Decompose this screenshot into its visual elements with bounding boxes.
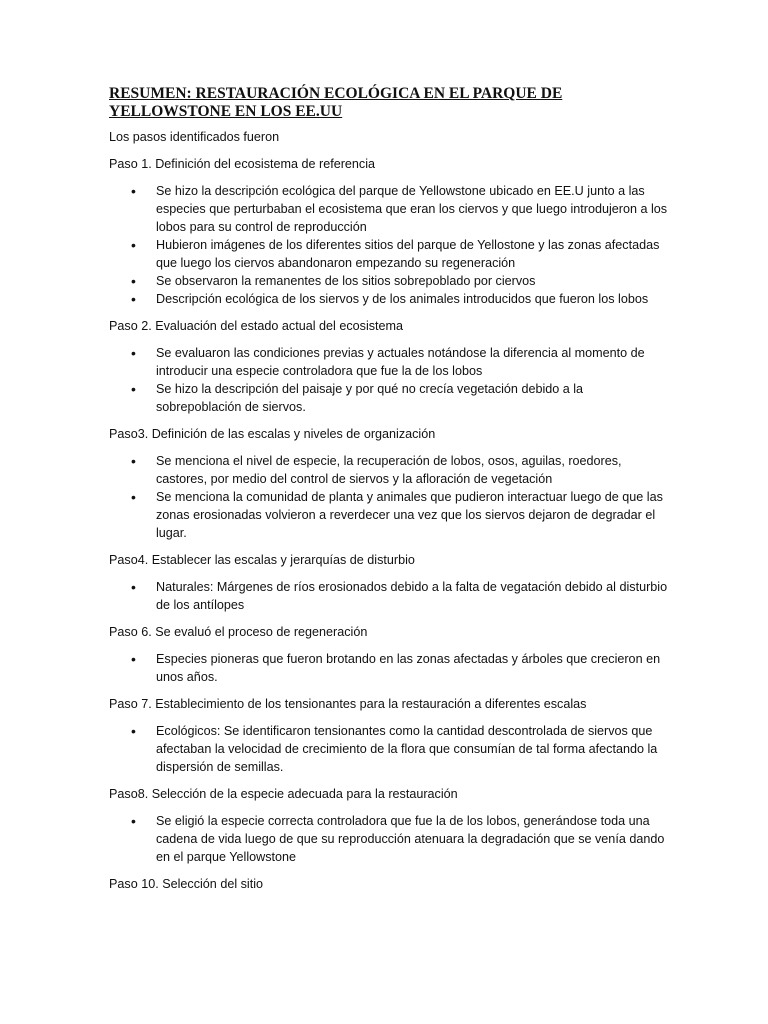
bullet-item: • Naturales: Márgenes de ríos erosionados debido a la falta de vegatación debido al disturbio de los antílopes — [109, 578, 669, 614]
bullet-item: • Se eligió la especie correcta controladora que fue la de los lobos, generándose toda una cadena de vida luego de que su reproducción atenuara la degradación que se venía dando en el parque Yellowstone — [109, 812, 669, 866]
step-heading: Paso8. Selección de la especie adecuada para la restauración — [109, 787, 458, 801]
bullet-item: • Se menciona la comunidad de planta y animales que pudieron interactuar luego de que las zonas erosionadas volvieron a reverdecer una vez que los siervos dejaron de degradar el lugar. — [109, 488, 669, 542]
step-bullet-list — [109, 578, 669, 614]
bullet-item: • Descripción ecológica de los siervos y de los animales introducidos que fueron los lobos — [109, 290, 669, 308]
step-bullet-list — [109, 182, 669, 308]
bullet-item: • Se menciona el nivel de especie, la recuperación de lobos, osos, aguilas, roedores, castores, por medio del control de siervos y la afloración de vegetación — [109, 452, 669, 488]
bullet-item: • Se evaluaron las condiciones previas y actuales notándose la diferencia al momento de introducir una especie controladora que fue la de los lobos — [109, 344, 669, 380]
step-heading: Paso4. Establecer las escalas y jerarquías de disturbio — [109, 553, 415, 567]
step-bullet-list — [109, 452, 669, 542]
step-bullet-list — [109, 722, 669, 776]
bullet-item: • Hubieron imágenes de los diferentes sitios del parque de Yellostone y las zonas afectadas que luego los ciervos abandonaron empezando su regeneración — [109, 236, 669, 272]
step-heading: Paso3. Definición de las escalas y niveles de organización — [109, 427, 436, 441]
intro-text: Los pasos identificados fueron — [109, 130, 280, 144]
step-heading: Paso 10. Selección del sitio — [109, 877, 264, 891]
step-heading: Paso 6. Se evaluó el proceso de regeneración — [109, 625, 368, 639]
bullet-item: • Especies pioneras que fueron brotando en las zonas afectadas y árboles que crecieron en unos años. — [109, 650, 669, 686]
bullet-item: • Se observaron la remanentes de los sitios sobrepoblado por ciervos — [109, 272, 669, 290]
bullet-item: • Se hizo la descripción ecológica del parque de Yellowstone ubicado en EE.U junto a las especies que perturbaban el ecosistema que eran los ciervos y que luego introdujeron a los lobos para su control de reproducción — [109, 182, 669, 236]
bullet-item: • Se hizo la descripción del paisaje y por qué no crecía vegetación debido a la sobrepoblación de siervos. — [109, 380, 669, 416]
step-bullet-list — [109, 650, 669, 686]
step-heading: Paso 2. Evaluación del estado actual del ecosistema — [109, 319, 404, 333]
document-title: RESUMEN: RESTAURACIÓN ECOLÓGICA EN EL PARQUE DE YELLOWSTONE EN LOS EE.UU — [109, 85, 563, 120]
bullet-item: • Ecológicos: Se identificaron tensionantes como la cantidad descontrolada de siervos que afectaban la velocidad de crecimiento de la flora que consumían de tal forma afectando la dispersión de semillas. — [109, 722, 669, 776]
step-heading: Paso 1. Definición del ecosistema de referencia — [109, 157, 376, 171]
document-body — [109, 128, 669, 902]
step-bullet-list — [109, 812, 669, 866]
step-heading: Paso 7. Establecimiento de los tensionantes para la restauración a diferentes escalas — [109, 697, 587, 711]
step-bullet-list — [109, 344, 669, 416]
